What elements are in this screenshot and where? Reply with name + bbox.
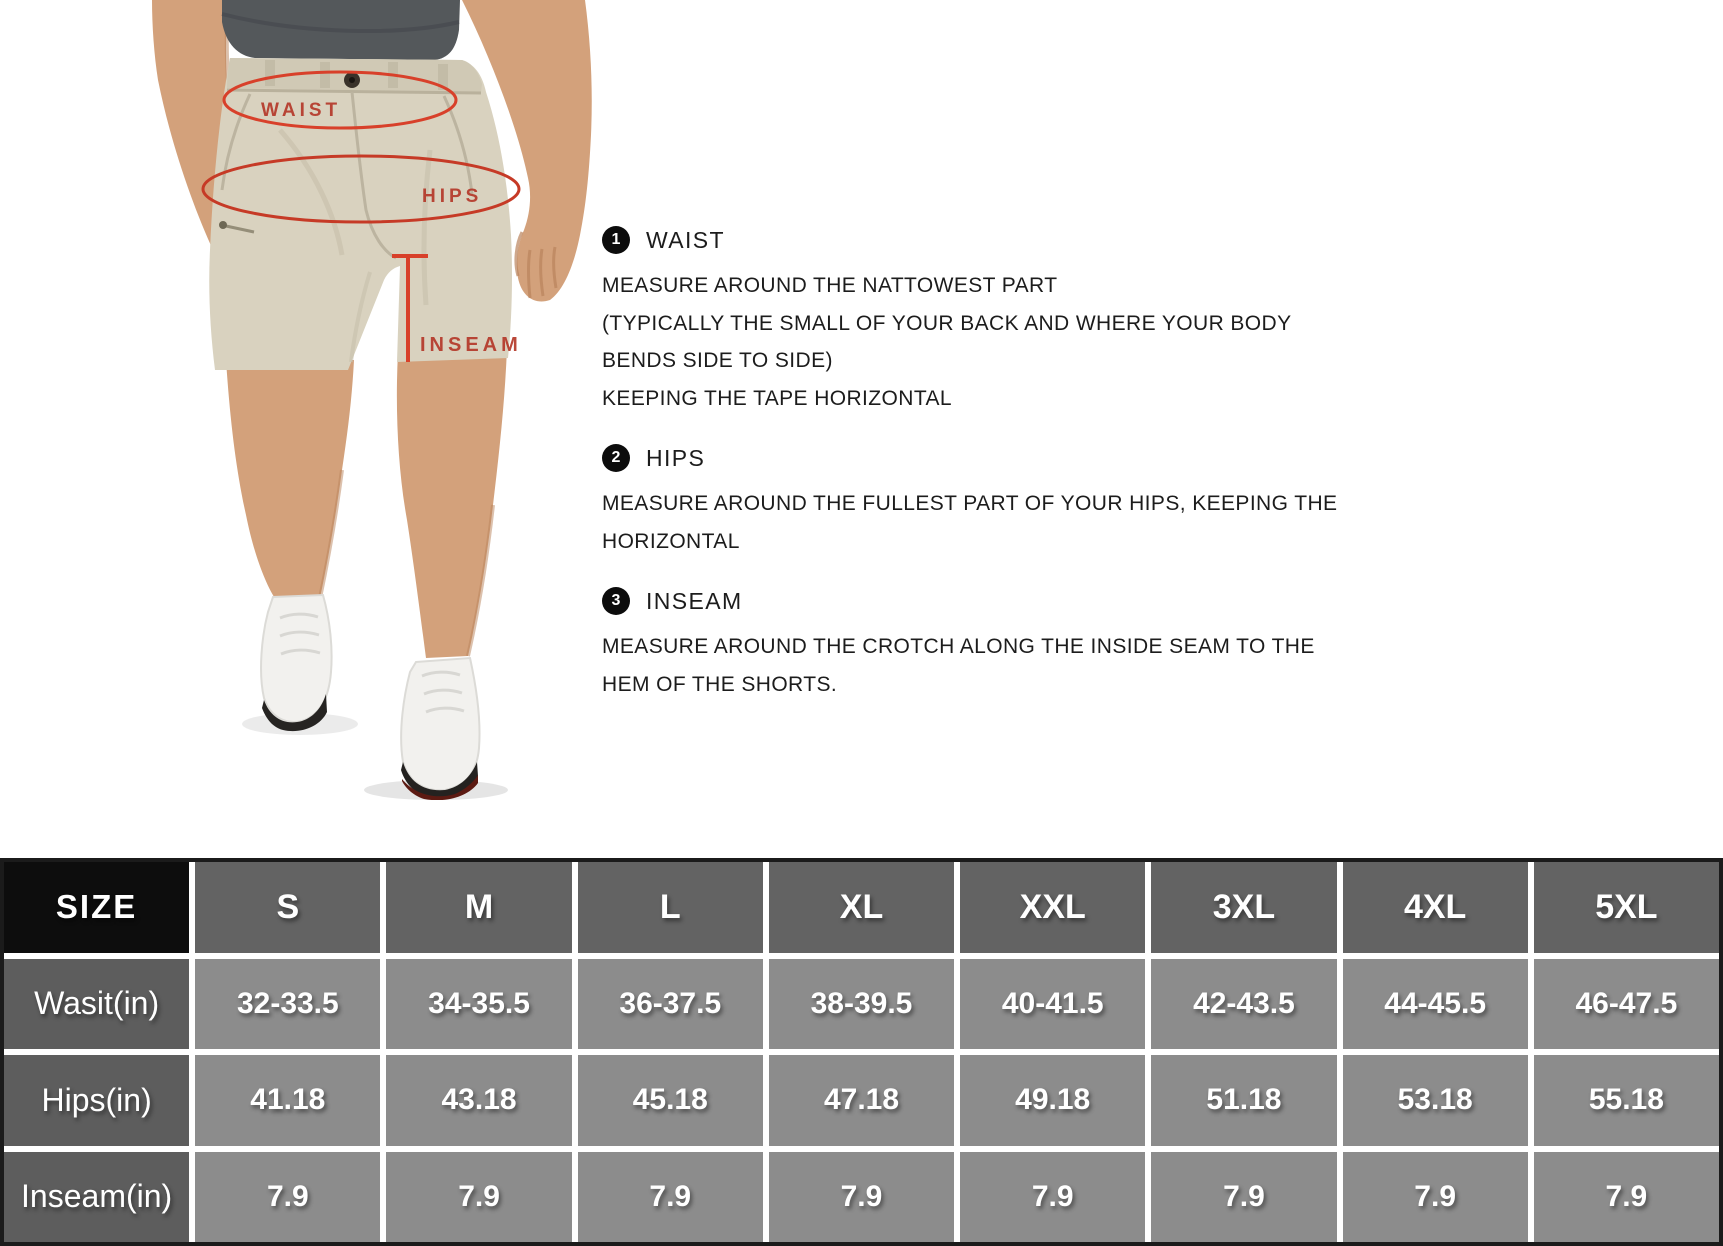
inseam-value: 7.9 xyxy=(1343,1152,1528,1243)
model-illustration xyxy=(130,0,600,800)
instruction-section-hips xyxy=(602,444,1392,560)
inseam-value: 7.9 xyxy=(769,1152,954,1243)
waist-value: 34-35.5 xyxy=(386,959,571,1050)
size-table xyxy=(0,858,1723,1246)
instruction-title: INSEAM xyxy=(646,587,743,614)
inseam-annotation-label: INSEAM xyxy=(420,334,522,356)
instruction-line: MEASURE AROUND THE FULLEST PART OF YOUR HIPS, KEEPING THE xyxy=(602,492,1338,515)
belt-loop xyxy=(320,62,330,88)
shorts-button xyxy=(349,77,355,83)
size-header-4xl: 4XL xyxy=(1343,862,1528,953)
hips-value: 45.18 xyxy=(578,1055,763,1146)
instruction-section-inseam xyxy=(602,587,1392,703)
step-3-badge: 3 xyxy=(602,587,630,615)
inseam-value: 7.9 xyxy=(1151,1152,1336,1243)
zipper-pull xyxy=(219,221,227,229)
hips-value: 51.18 xyxy=(1151,1055,1336,1146)
row-label-hips: Hips(in) xyxy=(4,1055,189,1146)
inseam-value: 7.9 xyxy=(578,1152,763,1243)
instruction-line: HORIZONTAL xyxy=(602,529,740,553)
belt-loop xyxy=(265,60,275,86)
waist-value: 44-45.5 xyxy=(1343,959,1528,1050)
inseam-value: 7.9 xyxy=(195,1152,380,1243)
instruction-line: (TYPICALLY THE SMALL OF YOUR BACK AND WHERE YOUR BODY xyxy=(602,311,1292,335)
step-1-badge: 1 xyxy=(602,226,630,254)
measurement-instructions xyxy=(602,226,1392,730)
model-photo xyxy=(130,0,600,800)
size-header-3xl: 3XL xyxy=(1151,862,1336,953)
instruction-line: BENDS SIDE TO SIDE) xyxy=(602,349,833,372)
hips-value: 49.18 xyxy=(960,1055,1145,1146)
right-shoe xyxy=(401,658,479,790)
size-header-5xl: 5XL xyxy=(1534,862,1719,953)
step-2-badge: 2 xyxy=(602,444,630,472)
instruction-title: WAIST xyxy=(646,226,725,253)
right-leg xyxy=(397,348,507,658)
inseam-value: 7.9 xyxy=(960,1152,1145,1243)
waist-value: 36-37.5 xyxy=(578,959,763,1050)
instruction-heading xyxy=(602,587,1392,615)
size-header-m: M xyxy=(386,862,571,953)
row-label-waist: Wasit(in) xyxy=(4,959,189,1050)
size-header-xl: XL xyxy=(769,862,954,953)
hips-value: 43.18 xyxy=(386,1055,571,1146)
inseam-value: 7.9 xyxy=(386,1152,571,1243)
instruction-heading xyxy=(602,444,1392,472)
hips-value: 53.18 xyxy=(1343,1055,1528,1146)
instruction-heading xyxy=(602,226,1392,254)
size-header-xxl: XXL xyxy=(960,862,1145,953)
instruction-line: KEEPING THE TAPE HORIZONTAL xyxy=(602,386,952,410)
hips-value: 55.18 xyxy=(1534,1055,1719,1146)
row-label-inseam: Inseam(in) xyxy=(4,1152,189,1243)
waist-value: 32-33.5 xyxy=(195,959,380,1050)
size-table-corner-header: SIZE xyxy=(4,862,189,953)
waist-annotation-label: WAIST xyxy=(261,100,342,121)
waist-value: 38-39.5 xyxy=(769,959,954,1050)
waist-value: 46-47.5 xyxy=(1534,959,1719,1050)
size-header-l: L xyxy=(578,862,763,953)
inseam-value: 7.9 xyxy=(1534,1152,1719,1243)
hips-value: 47.18 xyxy=(769,1055,954,1146)
instruction-line: MEASURE AROUND THE CROTCH ALONG THE INSIDE SEAM TO THE xyxy=(602,635,1315,658)
waist-value: 42-43.5 xyxy=(1151,959,1336,1050)
instruction-title: HIPS xyxy=(646,444,706,471)
size-header-s: S xyxy=(195,862,380,953)
hips-value: 41.18 xyxy=(195,1055,380,1146)
instruction-line: HEM OF THE SHORTS. xyxy=(602,672,838,696)
hips-annotation-label: HIPS xyxy=(422,186,483,207)
waist-value: 40-41.5 xyxy=(960,959,1145,1050)
instruction-line: MEASURE AROUND THE NATTOWEST PART xyxy=(602,274,1058,297)
left-leg xyxy=(226,360,354,600)
instruction-section-waist xyxy=(602,226,1392,417)
